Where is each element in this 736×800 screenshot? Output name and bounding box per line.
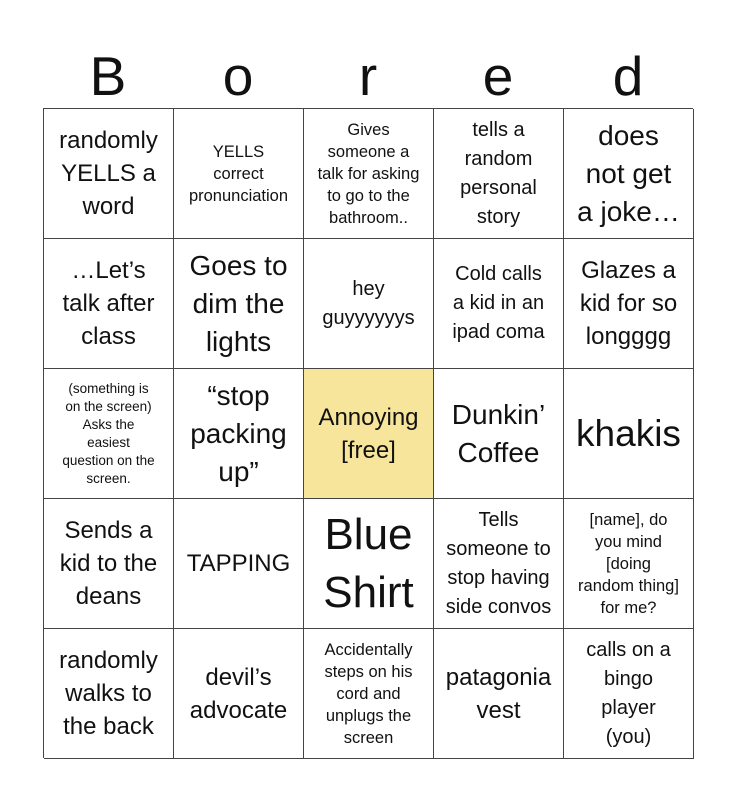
bingo-cell-text: does not get a joke… [577,119,680,227]
bingo-cell-text: devil’s advocate [189,663,288,724]
bingo-cell-text: Gives someone a talk for asking to go to the bathroom.. [317,120,420,227]
title-letter-b: B [89,45,127,107]
title-letter-r: r [358,45,378,107]
bingo-cell-text: calls on a bingo player (you) [586,638,671,748]
bingo-cell-text: TAPPING [186,550,291,577]
bingo-cell[interactable] [44,629,174,759]
bingo-board [43,108,693,758]
free-space-cell[interactable] [304,369,434,499]
bingo-cell-text: …Let’s talk after class [62,257,155,350]
bingo-cell-text: hey guyyyyyys [322,277,415,329]
bingo-cell-text: patagonia vest [445,663,552,724]
title-letter-o: o [222,45,254,107]
bingo-cell-text: “stop packing up” [190,379,287,487]
bingo-cell[interactable] [304,629,434,759]
title-letter-d: d [612,45,644,107]
bingo-cell[interactable] [44,369,174,499]
bingo-cell-text: Dunkin’ Coffee [451,398,546,468]
bingo-cell-text: (something is on the screen) Asks the easiest question on the screen. [62,380,155,486]
bingo-cell[interactable] [434,109,564,239]
bingo-cell-text: Accidentally steps on his cord and unplugs the screen [324,640,413,747]
bingo-cell[interactable] [174,239,304,369]
bingo-cell-text: [name], do you mind [doing random thing] for me? [578,510,679,617]
bingo-cell[interactable] [44,499,174,629]
bingo-cell[interactable] [564,369,694,499]
bingo-cell-text: Tells someone to stop having side convos [445,508,552,618]
bingo-cell[interactable] [564,239,694,369]
bingo-cell[interactable] [44,109,174,239]
bingo-cell[interactable] [434,369,564,499]
bingo-cell-text: Glazes a kid for so longggg [579,257,678,350]
bingo-cell[interactable] [564,499,694,629]
bingo-cell-text: Annoying [free] [318,403,419,464]
bingo-cell[interactable] [44,239,174,369]
bingo-cell-text: Sends a kid to the deans [59,517,158,610]
bingo-cell-text: YELLS correct pronunciation [188,142,289,205]
bingo-cell[interactable] [304,499,434,629]
bingo-cell-text: Blue Shirt [323,509,414,617]
bingo-cell[interactable] [174,109,304,239]
bingo-title [43,44,693,108]
bingo-cell[interactable] [434,629,564,759]
bingo-cell[interactable] [564,629,694,759]
bingo-cell[interactable] [174,369,304,499]
bingo-cell-text: Cold calls a kid in an ipad coma [452,263,545,343]
bingo-cell-text: randomly YELLS a word [59,127,158,220]
bingo-cell-text: khakis [576,412,681,454]
bingo-cell-text: Goes to dim the lights [189,249,288,357]
bingo-cell[interactable] [174,499,304,629]
bingo-cell[interactable] [304,109,434,239]
title-letter-e: e [482,45,514,107]
bingo-cell-text: tells a random personal story [460,118,537,228]
bingo-cell[interactable] [434,239,564,369]
bingo-cell[interactable] [434,499,564,629]
bingo-cell[interactable] [174,629,304,759]
bingo-cell-text: randomly walks to the back [59,647,158,740]
bingo-cell[interactable] [564,109,694,239]
bingo-cell[interactable] [304,239,434,369]
